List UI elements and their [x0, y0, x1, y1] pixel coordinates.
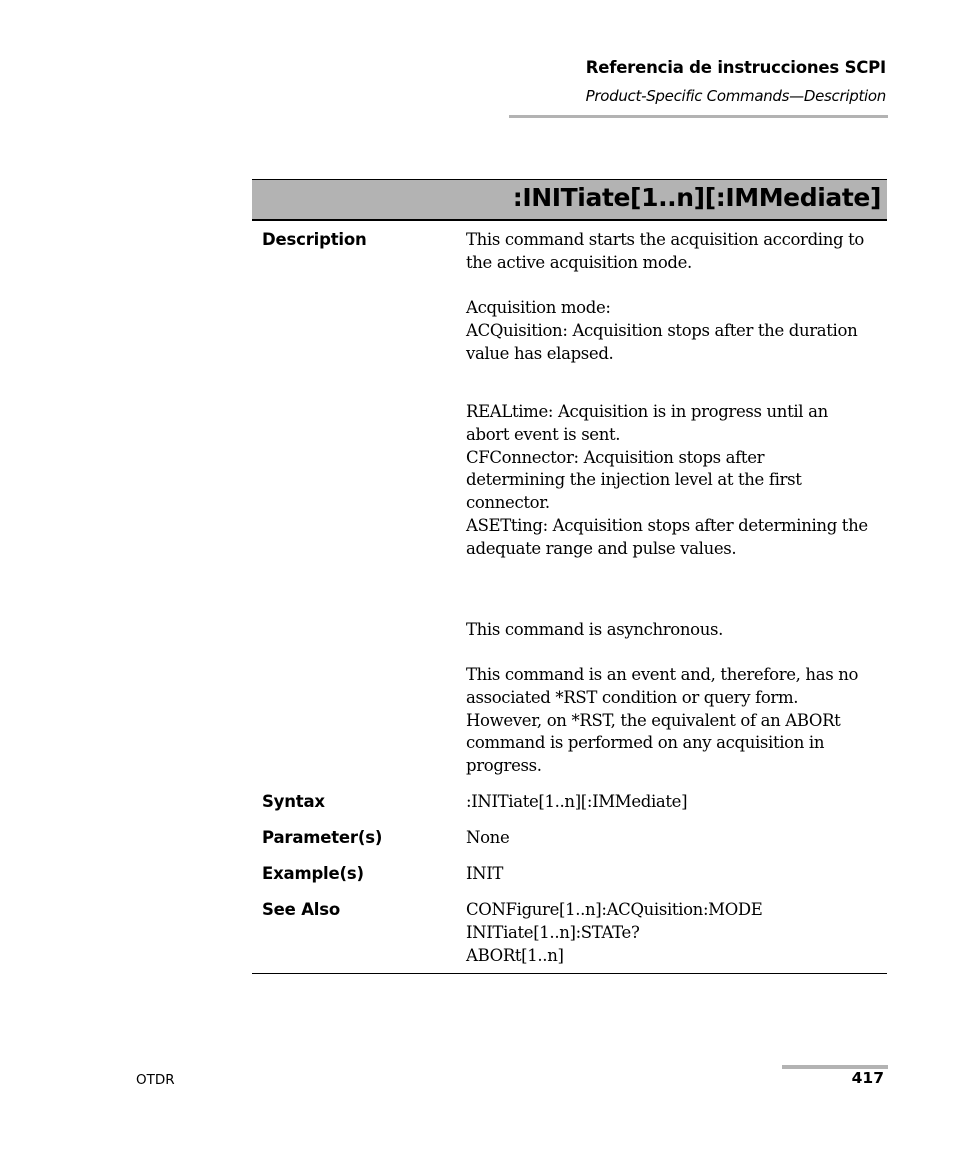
- description-text: [466, 664, 886, 778]
- footer-product: OTDR: [136, 1072, 175, 1088]
- description-line: CFConnector: Acquisition stops after: [466, 447, 765, 467]
- parameters-label: Parameter(s): [262, 828, 383, 847]
- description-line: abort event is sent.: [466, 424, 621, 444]
- running-header-subtitle: Product-Specific Commands—Description: [585, 87, 886, 105]
- description-text: [466, 297, 886, 365]
- examples-value: INIT: [466, 864, 504, 883]
- running-header-title: Referencia de instrucciones SCPI: [585, 58, 886, 77]
- description-label: Description: [262, 230, 367, 249]
- description-line: progress.: [466, 756, 542, 776]
- description-line: However, on *RST, the equivalent of an ABORt: [466, 710, 841, 730]
- see-also-item: ABORt[1..n]: [466, 945, 564, 965]
- see-also-list: [466, 899, 886, 967]
- description-text: [466, 619, 886, 642]
- parameters-value: None: [466, 828, 510, 847]
- table-bottom-rule: [252, 973, 887, 974]
- syntax-label: Syntax: [262, 792, 325, 811]
- description-line: value has elapsed.: [466, 343, 614, 363]
- description-text: [466, 401, 886, 561]
- description-line: determining the injection level at the first: [466, 470, 802, 490]
- description-line: REALtime: Acquisition is in progress until an: [466, 402, 828, 421]
- description-line: associated *RST condition or query form.: [466, 687, 799, 707]
- page-number: 417: [851, 1069, 884, 1087]
- see-also-item: INITiate[1..n]:STATe?: [466, 922, 640, 942]
- description-text: [466, 229, 886, 275]
- syntax-value: :INITiate[1..n][:IMMediate]: [466, 792, 688, 811]
- see-also-item: CONFigure[1..n]:ACQuisition:MODE: [466, 900, 763, 919]
- see-also-label: See Also: [262, 900, 340, 919]
- description-line: This command is an event and, therefore, has no: [466, 665, 859, 684]
- description-line: connector.: [466, 493, 550, 513]
- description-line: adequate range and pulse values.: [466, 538, 737, 558]
- description-line: This command is asynchronous.: [466, 620, 724, 639]
- header-rule: [509, 115, 888, 118]
- description-line: the active acquisition mode.: [466, 252, 692, 272]
- command-title: :INITiate[1..n][:IMMediate]: [512, 183, 881, 212]
- description-line: ASETting: Acquisition stops after determining the: [466, 515, 868, 535]
- examples-label: Example(s): [262, 864, 364, 883]
- description-line: This command starts the acquisition according to: [466, 230, 864, 249]
- command-title-band: [252, 179, 887, 221]
- description-line: ACQuisition: Acquisition stops after the duration: [466, 320, 858, 340]
- description-line: command is performed on any acquisition in: [466, 733, 825, 753]
- description-line: Acquisition mode:: [466, 298, 611, 317]
